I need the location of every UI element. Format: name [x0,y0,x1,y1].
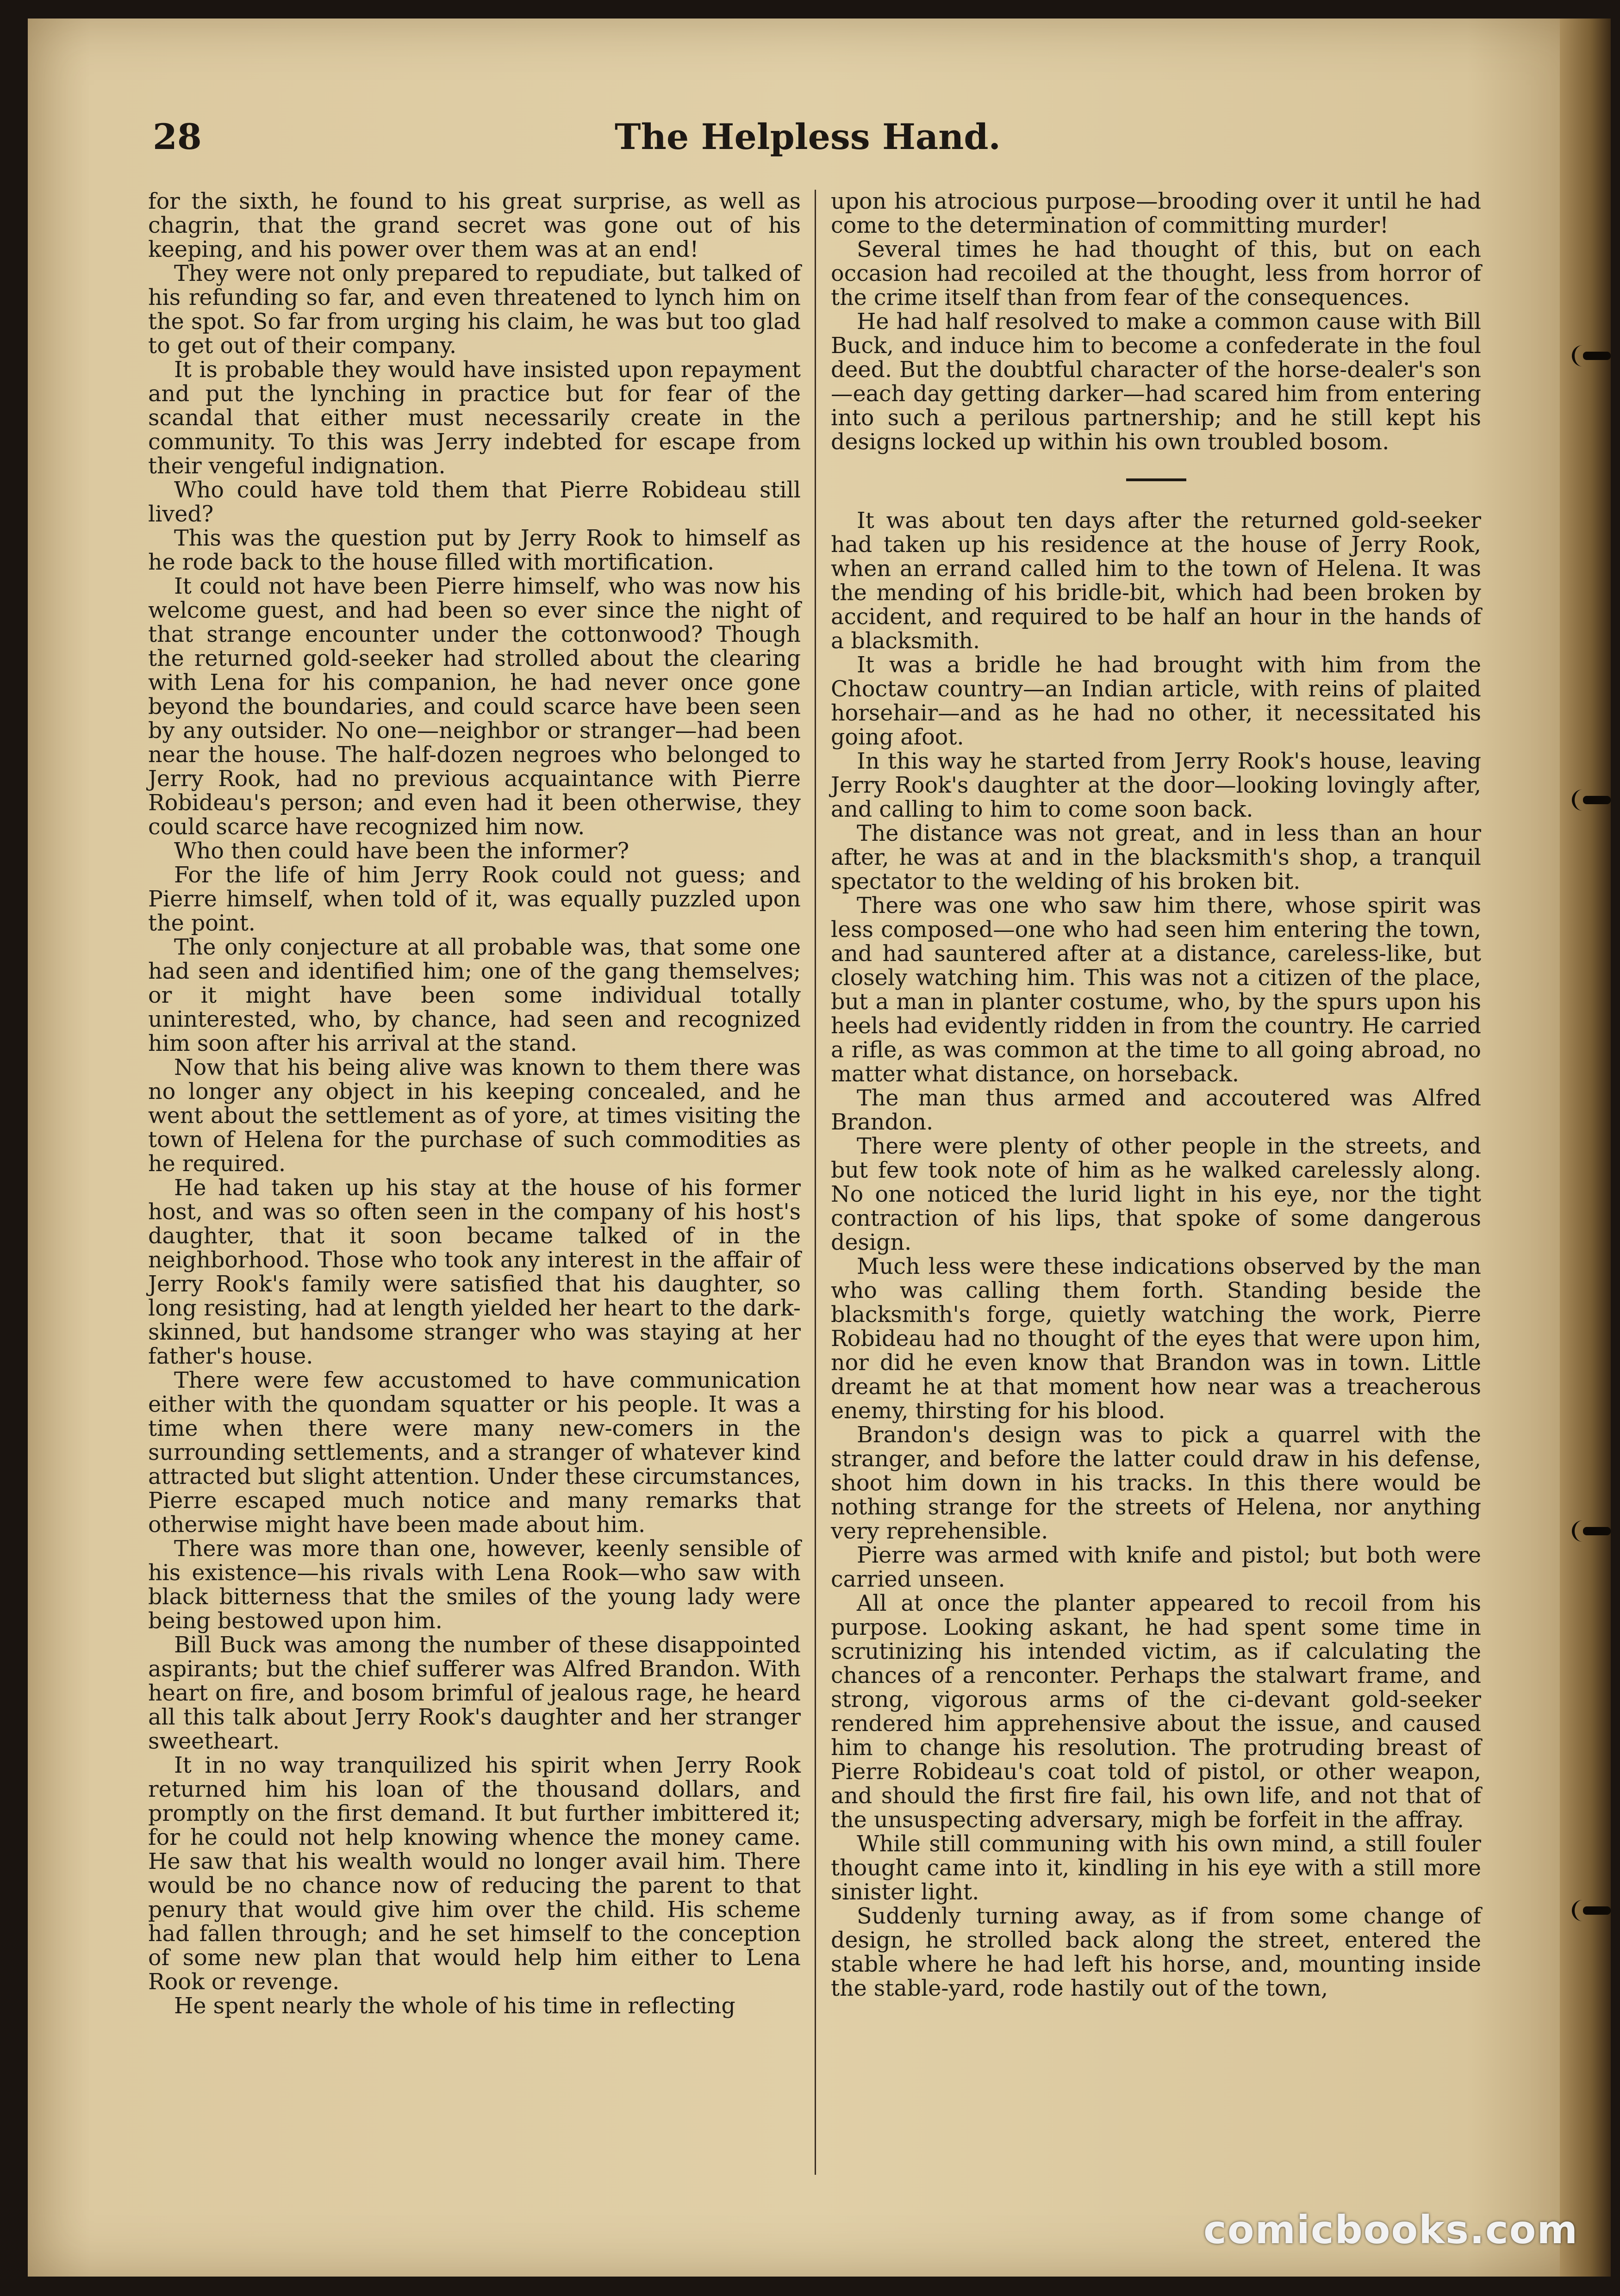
paragraph: For the life of him Jerry Rook could not guess; and Pierre himself, when told of it, was equally puzzled upon the point. [148,863,801,936]
paragraph: Who then could have been the informer? [174,838,629,864]
paragraph: There were few accustomed to have communication either with the quondam squatter or his people. It was a time when there were many new-comers in the surrounding settlements, and a stranger of whatever kind attracted but slight attention. Under these circumstances, Pierre escaped much notice and many remarks that otherwise might have been made about him. [148,1368,801,1538]
paragraph: The man thus armed and accoutered was Alfred Brandon. [831,1086,1481,1135]
paragraph: Suddenly turning away, as if from some change of design, he strolled back along the street, entered the stable where he had left his horse, and, mounting inside the stable-yard, rode hastily out of the town, [831,1904,1481,2001]
page-number: 28 [153,116,202,157]
paragraph: It was about ten days after the returned gold-seeker had taken up his residence at the house of Jerry Rook, when an errand called him to the town of Helena. It was the mending of his bridle-bit, which had been broken by accident, and required to be half an hour in the hands of a blacksmith. [831,508,1481,654]
paragraph: It could not have been Pierre himself, who was now his welcome guest, and had been so ever since the night of that strange encounter under the cottonwood? Though the returned gold-seeker had strolled about the clearing with Lena for his companion, he had never once gone beyond the boundaries, and could scarce have been seen by any outsider. No one—neighbor or stranger—had been near the house. The half-dozen negroes who belonged to Jerry Rook, had no previous acquaintance with Pierre Robideau's person; and even had it been otherwise, they could scarce have recognized him now. [148,574,801,840]
paragraph: Pierre was armed with knife and pistol; but both were carried unseen. [831,1543,1481,1592]
left-column [148,190,801,2175]
paragraph: While still communing with his own mind, a still fouler thought came into it, kindling in his eye with a still more sinister light. [831,1831,1481,1905]
paragraph: Much less were these indications observed by the man who was calling them forth. Standing beside the blacksmith's forge, quietly watching the work, Pierre Robideau had no thought of the eyes that were upon him, nor did he even know that Brandon was in town. Little dreamt he at that moment how near was a treacherous enemy, thirsting for his blood. [831,1254,1481,1424]
binding-stitch [1583,1906,1611,1915]
paragraph: The distance was not great, and in less than an hour after, he was at and in the blacksmith's shop, a tranquil spectator to the welding of his broken bit. [831,821,1481,894]
paragraph: Several times he had thought of this, but on each occasion had recoiled at the thought, less from horror of the crime itself than from fear of the consequences. [831,237,1481,310]
right-column [831,190,1481,2175]
section-separator [1126,478,1186,481]
paragraph: He had taken up his stay at the house of his former host, and was so often seen in the company of his host's daughter, that it soon became talked of in the neighborhood. Those who took any interest in the affair of Jerry Rook's family were satisfied that his daughter, so long resisting, had at length yielded her heart to the dark-skinned, but handsome stranger who was staying at her father's house. [148,1175,801,1369]
paragraph: There was more than one, however, keenly sensible of his existence—his rivals with Lena Rook—who saw with black bitterness that the smiles of the young lady were being bestowed upon him. [148,1536,801,1634]
paragraph: The only conjecture at all probable was, that some one had seen and identified him; one of the gang themselves; or it might have been some individual totally uninterested, who, by chance, had seen and recognized him soon after his arrival at the stand. [148,935,801,1056]
binding-stitch [1583,1527,1611,1535]
paragraph: Now that his being alive was known to them there was no longer any object in his keeping concealed, and he went about the settlement as of yore, at times visiting the town of Helena for the purchase of such commodities as he required. [148,1055,801,1177]
binding-stitch [1583,796,1611,804]
paragraph: In this way he started from Jerry Rook's house, leaving Jerry Rook's daughter at the door—looking lovingly after, and calling to him to come soon back. [831,749,1481,822]
paragraph: It is probable they would have insisted upon repayment and put the lynching in practice but for fear of the scandal that either must necessarily create in the community. To this was Jerry indebted for escape from their vengeful indignation. [148,357,801,479]
paragraph: It was a bridle he had brought with him from the Choctaw country—an Indian article, with reins of plaited horsehair—and as he had no other, it necessitated his going afoot. [831,652,1481,750]
column-rule [815,190,816,2175]
paragraph: They were not only prepared to repudiate, but talked of his refunding so far, and even threatened to lynch him on the spot. So far from urging his claim, he was but too glad to get out of their company. [148,261,801,359]
paragraph: It in no way tranquilized his spirit when Jerry Rook returned him his loan of the thousand dollars, and promptly on the first demand. It but further imbittered it; for he could not help knowing whence the money came. He saw that his wealth would no longer avail him. There would be no chance now of reducing the parent to that penury that would give him over the child. His scheme had fallen through; and he set himself to the conception of some new plan that would help him either to Lena Rook or revenge. [148,1753,801,1995]
right-column-bottom [831,509,1481,2001]
right-column-top [831,190,1481,454]
paragraph: He spent nearly the whole of his time in reflecting [174,1993,735,2019]
binding-stitch [1583,352,1611,360]
paragraph: All at once the planter appeared to recoil from his purpose. Looking askant, he had spent some time in scrutinizing his intended victim, as if calculating the chances of a renconter. Perhaps the stalwart frame, and strong, vigorous arms of the ci-devant gold-seeker rendered him apprehensive about the issue, and caused him to change his resolution. The protruding breast of Pierre Robideau's coat told of pistol, or other weapon, and should the first fire fail, his own life, and not that of the unsuspecting adversary, migh be forfeit in the affray. [831,1591,1481,1833]
page-header [153,106,1463,167]
paragraph: Brandon's design was to pick a quarrel with the stranger, and before the latter could draw in his defense, shoot him down in his tracks. In this there would be nothing strange for the streets of Helena, nor anything very reprehensible. [831,1422,1481,1544]
running-title: The Helpless Hand. [615,116,1001,157]
paragraph: Who could have told them that Pierre Robideau still lived? [148,478,801,527]
paragraph: There were plenty of other people in the streets, and but few took note of him as he walked carelessly along. No one noticed the lurid light in his eye, nor the tight contraction of his lips, that spoke of some dangerous design. [831,1134,1481,1255]
paragraph: This was the question put by Jerry Rook to himself as he rode back to the house filled with mortification. [148,526,801,575]
paragraph: Bill Buck was among the number of these disappointed aspirants; but the chief sufferer was Alfred Brandon. With heart on fire, and bosom brimful of jealous rage, he heard all this talk about Jerry Rook's daughter and her stranger sweetheart. [148,1632,801,1754]
paragraph: He had half resolved to make a common cause with Bill Buck, and induce him to become a confederate in the foul deed. But the doubtful character of the horse-dealer's son—each day getting darker—had scared him from entering into such a perilous partnership; and he still kept his designs locked up within his own troubled bosom. [831,309,1481,455]
paragraph: There was one who saw him there, whose spirit was less composed—one who had seen him entering the town, and had sauntered after at a distance, careless-like, but closely watching him. This was not a citizen of the place, but a man in planter costume, who, by the spurs upon his heels had evidently ridden in from the country. He carried a rifle, as was common at the time to all going abroad, no matter what distance, on horseback. [831,893,1481,1087]
paragraph: upon his atrocious purpose—brooding over it until he had come to the determination of committing murder! [831,189,1481,238]
paragraph: for the sixth, he found to his great surprise, as well as chagrin, that the grand secret was gone out of his keeping, and his power over them was at an end! [148,189,801,262]
watermark: comicbooks.com [1203,2207,1578,2253]
